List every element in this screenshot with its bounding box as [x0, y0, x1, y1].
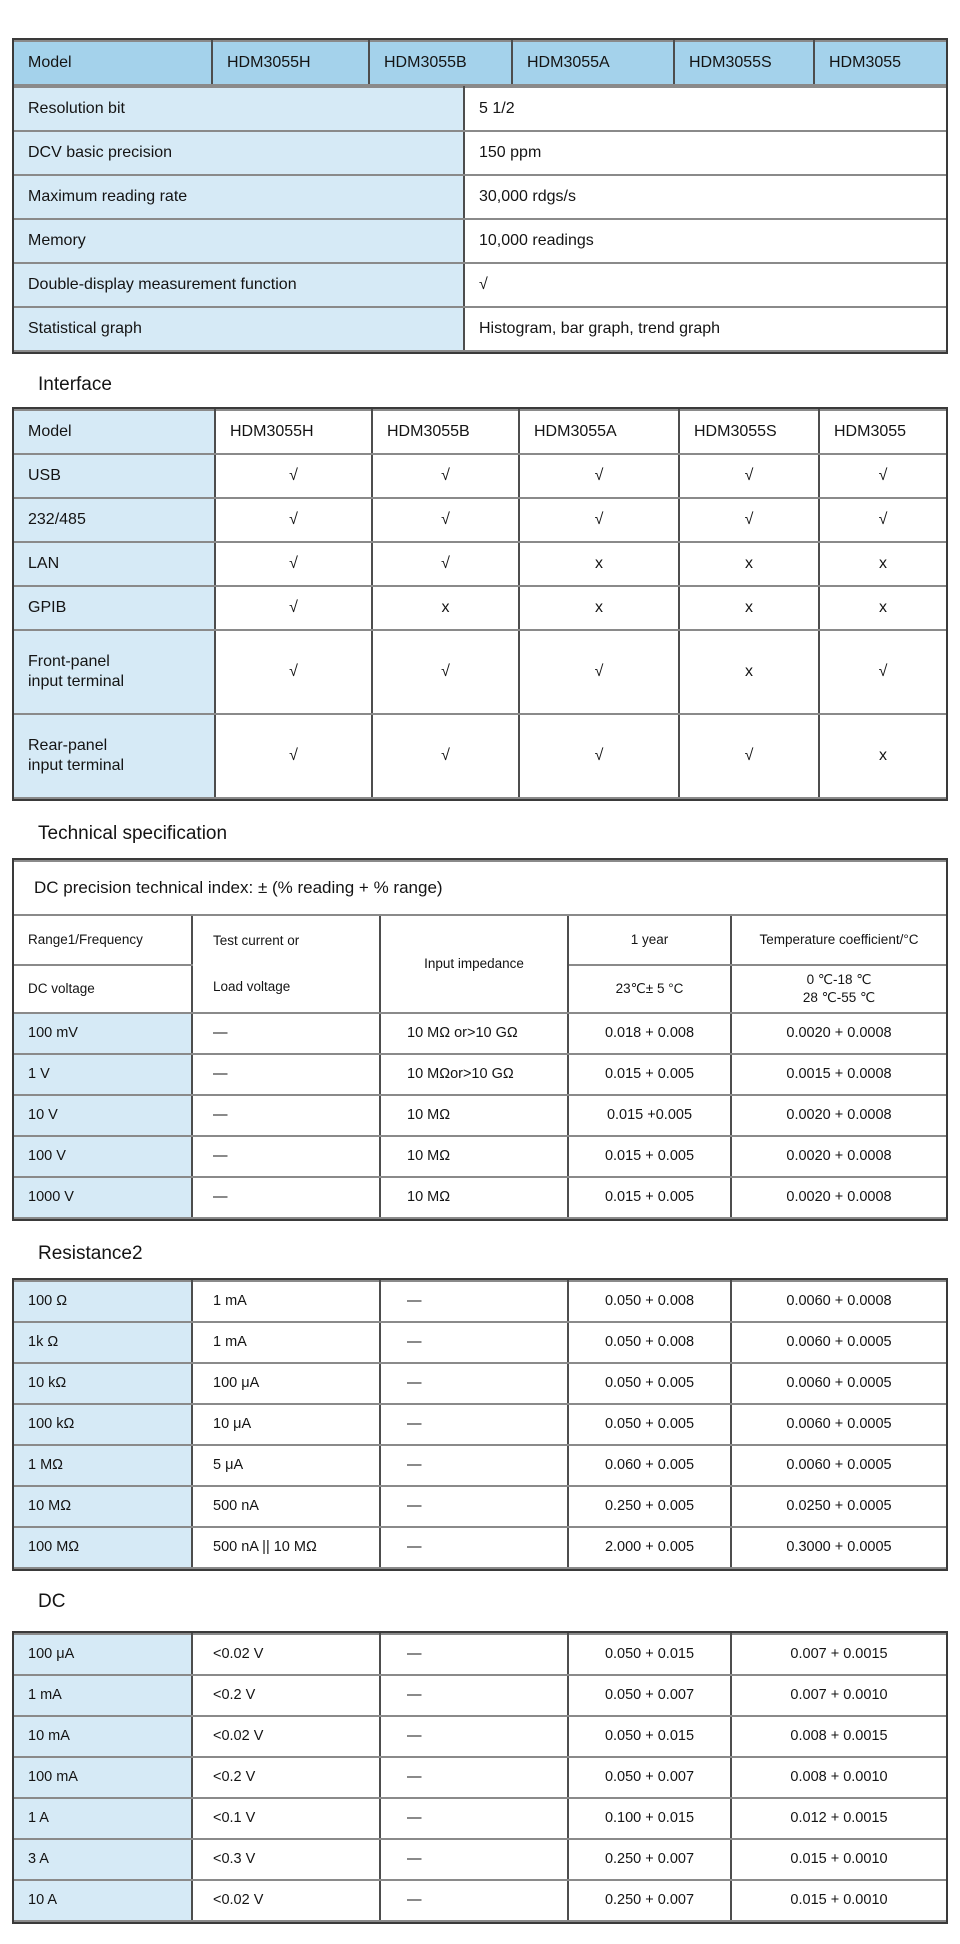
range-cell: 3 A [14, 1839, 192, 1880]
header-cell-model: Model [14, 410, 215, 454]
range-cell: 1000 V [14, 1177, 192, 1218]
test-current-cell: 5 μA [192, 1445, 380, 1486]
technical-specification-section-title: Technical specification [38, 823, 228, 844]
table-header-row [14, 915, 946, 965]
support-mark: √ [819, 454, 946, 498]
dc-precision-table [12, 858, 948, 1221]
test-current-cell: — [192, 1136, 380, 1177]
row-label: 232/485 [14, 498, 215, 542]
test-current-cell: 1 mA [192, 1322, 380, 1363]
interface-table-inner [14, 409, 946, 799]
support-mark: x [679, 586, 819, 630]
table-row [14, 1445, 946, 1486]
load-voltage-cell: <0.02 V [192, 1716, 380, 1757]
table-row [14, 307, 946, 351]
range-cell: 100 Ω [14, 1281, 192, 1322]
header-cell-hdm3055h: HDM3055H [212, 41, 369, 85]
test-current-cell: 100 μA [192, 1363, 380, 1404]
input-impedance-cell: 10 MΩor>10 GΩ [380, 1054, 568, 1095]
one-year-cell: 0.018 + 0.008 [568, 1013, 731, 1054]
table-row [14, 1054, 946, 1095]
load-voltage-cell: <0.1 V [192, 1798, 380, 1839]
support-mark: √ [372, 714, 519, 798]
support-mark: √ [519, 498, 679, 542]
row-label-line2: input terminal [28, 673, 125, 690]
input-impedance-cell: 10 MΩ [380, 1177, 568, 1218]
header-temp-ranges [731, 965, 946, 1013]
temp-coefficient-cell: 0.008 + 0.0015 [731, 1716, 946, 1757]
one-year-cell: 0.050 + 0.005 [568, 1404, 731, 1445]
table-row [14, 1136, 946, 1177]
one-year-cell: 0.050 + 0.005 [568, 1363, 731, 1404]
range-cell: 100 kΩ [14, 1404, 192, 1445]
range-cell: 1 mA [14, 1675, 192, 1716]
resistance-section-title: Resistance2 [38, 1243, 143, 1264]
one-year-cell: 0.050 + 0.008 [568, 1322, 731, 1363]
interface-table [12, 407, 948, 801]
support-mark: √ [679, 498, 819, 542]
input-impedance-cell: — [380, 1880, 568, 1921]
range-cell: 10 MΩ [14, 1486, 192, 1527]
range-cell: 1 A [14, 1798, 192, 1839]
support-mark: √ [372, 498, 519, 542]
table-row [14, 1404, 946, 1445]
support-mark: √ [215, 542, 372, 586]
header-temperature-coefficient: Temperature coefficient/°C [731, 915, 946, 965]
support-mark: x [819, 586, 946, 630]
table-row [14, 175, 946, 219]
input-impedance-cell: 10 MΩ [380, 1136, 568, 1177]
table-row [14, 1486, 946, 1527]
one-year-cell: 0.250 + 0.005 [568, 1486, 731, 1527]
table-row [14, 410, 946, 454]
range-cell: 10 mA [14, 1716, 192, 1757]
header-23c: 23℃± 5 °C [568, 965, 731, 1013]
header-cell-hdm3055b: HDM3055B [369, 41, 512, 85]
temp-coefficient-cell: 0.0020 + 0.0008 [731, 1013, 946, 1054]
table-row-rear-panel [14, 714, 946, 798]
temp-coefficient-cell: 0.0060 + 0.0005 [731, 1404, 946, 1445]
model-overview-table [12, 38, 948, 354]
header-cell-model: Model [14, 41, 212, 85]
input-impedance-cell: — [380, 1363, 568, 1404]
input-impedance-cell: — [380, 1757, 568, 1798]
temp-coefficient-cell: 0.0060 + 0.0005 [731, 1322, 946, 1363]
row-label-line2: input terminal [28, 757, 125, 774]
temp-coefficient-cell: 0.015 + 0.0010 [731, 1839, 946, 1880]
input-impedance-cell: — [380, 1839, 568, 1880]
input-impedance-cell: — [380, 1281, 568, 1322]
table-row [14, 1798, 946, 1839]
range-cell: 1 V [14, 1054, 192, 1095]
row-label: LAN [14, 542, 215, 586]
temp-coefficient-cell: 0.0020 + 0.0008 [731, 1177, 946, 1218]
interface-section-title: Interface [38, 374, 112, 395]
temp-coefficient-cell: 0.0020 + 0.0008 [731, 1136, 946, 1177]
support-mark: √ [215, 454, 372, 498]
row-label: Double-display measurement function [14, 263, 464, 307]
one-year-cell: 0.100 + 0.015 [568, 1798, 731, 1839]
row-label [14, 630, 215, 714]
dc-current-table [12, 1631, 948, 1924]
row-label: GPIB [14, 586, 215, 630]
header-test-current-load-voltage [192, 915, 380, 1013]
load-voltage-cell: <0.2 V [192, 1675, 380, 1716]
support-mark: x [372, 586, 519, 630]
row-value: √ [464, 263, 946, 307]
load-voltage-cell: <0.02 V [192, 1880, 380, 1921]
support-mark: x [519, 586, 679, 630]
range-cell: 100 V [14, 1136, 192, 1177]
range-cell: 1 MΩ [14, 1445, 192, 1486]
table-row [14, 1013, 946, 1054]
table-row-usb [14, 454, 946, 498]
range-cell: 1k Ω [14, 1322, 192, 1363]
header-cell-hdm3055a: HDM3055A [512, 41, 674, 85]
test-current-cell: — [192, 1013, 380, 1054]
one-year-cell: 0.250 + 0.007 [568, 1839, 731, 1880]
range-cell: 100 mA [14, 1757, 192, 1798]
support-mark: √ [679, 714, 819, 798]
table-row [14, 263, 946, 307]
range-cell: 10 A [14, 1880, 192, 1921]
table-row [14, 87, 946, 131]
table-row [14, 1281, 946, 1322]
support-mark: √ [819, 498, 946, 542]
header-line2: Load voltage [213, 978, 291, 994]
test-current-cell: — [192, 1095, 380, 1136]
support-mark: √ [372, 542, 519, 586]
one-year-cell: 0.015 + 0.005 [568, 1136, 731, 1177]
support-mark: √ [519, 714, 679, 798]
row-value: Histogram, bar graph, trend graph [464, 307, 946, 351]
header-cell-hdm3055h: HDM3055H [215, 410, 372, 454]
test-current-cell: — [192, 1177, 380, 1218]
table-row [14, 219, 946, 263]
one-year-cell: 0.050 + 0.015 [568, 1634, 731, 1675]
input-impedance-cell: — [380, 1675, 568, 1716]
dc-section-title: DC [38, 1591, 66, 1612]
row-label [14, 714, 215, 798]
table-row [14, 1839, 946, 1880]
range-cell: 100 MΩ [14, 1527, 192, 1568]
table-row [14, 41, 946, 85]
range-cell: 100 mV [14, 1013, 192, 1054]
temp-coefficient-cell: 0.0060 + 0.0008 [731, 1281, 946, 1322]
support-mark: √ [372, 454, 519, 498]
temp-coefficient-cell: 0.007 + 0.0010 [731, 1675, 946, 1716]
support-mark: √ [215, 630, 372, 714]
input-impedance-cell: — [380, 1404, 568, 1445]
table-row-lan [14, 542, 946, 586]
range-cell: 100 μA [14, 1634, 192, 1675]
table-row-front-panel [14, 630, 946, 714]
dc-precision-index-title: DC precision technical index: ± (% reading + % range) [14, 861, 946, 915]
header-range-frequency: Range1/Frequency [14, 915, 192, 965]
dc-current-table-inner [14, 1633, 946, 1922]
one-year-cell: 0.050 + 0.007 [568, 1757, 731, 1798]
table-row [14, 1675, 946, 1716]
header-cell-hdm3055: HDM3055 [814, 41, 946, 85]
header-cell-hdm3055s: HDM3055S [679, 410, 819, 454]
row-label-line1: Front-panel [28, 653, 110, 670]
table-title-row [14, 861, 946, 915]
test-current-cell: 10 μA [192, 1404, 380, 1445]
header-dc-voltage: DC voltage [14, 965, 192, 1013]
support-mark: x [679, 542, 819, 586]
row-label: USB [14, 454, 215, 498]
input-impedance-cell: — [380, 1634, 568, 1675]
range-cell: 10 kΩ [14, 1363, 192, 1404]
one-year-cell: 2.000 + 0.005 [568, 1527, 731, 1568]
table-row [14, 1095, 946, 1136]
resistance-table [12, 1278, 948, 1571]
input-impedance-cell: 10 MΩ [380, 1095, 568, 1136]
header-input-impedance: Input impedance [380, 915, 568, 1013]
one-year-cell: 0.250 + 0.007 [568, 1880, 731, 1921]
test-current-cell: 500 nA [192, 1486, 380, 1527]
support-mark: √ [679, 454, 819, 498]
table-row [14, 1880, 946, 1921]
test-current-cell: 500 nA || 10 MΩ [192, 1527, 380, 1568]
support-mark: √ [519, 454, 679, 498]
temp-coefficient-cell: 0.3000 + 0.0005 [731, 1527, 946, 1568]
input-impedance-cell: — [380, 1798, 568, 1839]
one-year-cell: 0.060 + 0.005 [568, 1445, 731, 1486]
one-year-cell: 0.015 + 0.005 [568, 1054, 731, 1095]
test-current-cell: — [192, 1054, 380, 1095]
input-impedance-cell: — [380, 1322, 568, 1363]
header-1-year: 1 year [568, 915, 731, 965]
temp-coefficient-cell: 0.0060 + 0.0005 [731, 1363, 946, 1404]
row-label: DCV basic precision [14, 131, 464, 175]
input-impedance-cell: — [380, 1527, 568, 1568]
model-overview-header-table [14, 40, 946, 86]
support-mark: x [679, 630, 819, 714]
support-mark: √ [519, 630, 679, 714]
row-label: Memory [14, 219, 464, 263]
table-row [14, 1322, 946, 1363]
row-label-line1: Rear-panel [28, 737, 108, 754]
resistance-table-inner [14, 1280, 946, 1569]
input-impedance-cell: — [380, 1486, 568, 1527]
support-mark: √ [215, 714, 372, 798]
dc-precision-table-inner [14, 860, 946, 1219]
temp-coefficient-cell: 0.0250 + 0.0005 [731, 1486, 946, 1527]
table-row-232-485 [14, 498, 946, 542]
support-mark: √ [819, 630, 946, 714]
load-voltage-cell: <0.2 V [192, 1757, 380, 1798]
table-row [14, 1177, 946, 1218]
header-line1: Test current or [213, 932, 300, 948]
temp-coefficient-cell: 0.0060 + 0.0005 [731, 1445, 946, 1486]
temp-coefficient-cell: 0.008 + 0.0010 [731, 1757, 946, 1798]
temp-coefficient-cell: 0.007 + 0.0015 [731, 1634, 946, 1675]
row-label: Statistical graph [14, 307, 464, 351]
table-row [14, 131, 946, 175]
table-row [14, 1634, 946, 1675]
load-voltage-cell: <0.02 V [192, 1634, 380, 1675]
header-cell-hdm3055s: HDM3055S [674, 41, 814, 85]
temp-coefficient-cell: 0.012 + 0.0015 [731, 1798, 946, 1839]
header-cell-hdm3055: HDM3055 [819, 410, 946, 454]
one-year-cell: 0.015 + 0.005 [568, 1177, 731, 1218]
one-year-cell: 0.050 + 0.007 [568, 1675, 731, 1716]
row-value: 150 ppm [464, 131, 946, 175]
table-row [14, 1757, 946, 1798]
row-value: 10,000 readings [464, 219, 946, 263]
header-cell-hdm3055b: HDM3055B [372, 410, 519, 454]
table-row [14, 1527, 946, 1568]
one-year-cell: 0.050 + 0.015 [568, 1716, 731, 1757]
input-impedance-cell: — [380, 1445, 568, 1486]
support-mark: √ [215, 586, 372, 630]
table-row [14, 1716, 946, 1757]
temp-coefficient-cell: 0.0020 + 0.0008 [731, 1095, 946, 1136]
support-mark: x [819, 714, 946, 798]
row-value: 5 1/2 [464, 87, 946, 131]
support-mark: √ [372, 630, 519, 714]
temp-coefficient-cell: 0.015 + 0.0010 [731, 1880, 946, 1921]
temp-range-line1: 0 ℃-18 ℃ [806, 972, 872, 988]
table-row [14, 1363, 946, 1404]
support-mark: √ [215, 498, 372, 542]
table-row-gpib [14, 586, 946, 630]
header-cell-hdm3055a: HDM3055A [519, 410, 679, 454]
model-overview-body-table [14, 86, 946, 352]
row-label: Resolution bit [14, 87, 464, 131]
input-impedance-cell: — [380, 1716, 568, 1757]
one-year-cell: 0.015 +0.005 [568, 1095, 731, 1136]
support-mark: x [519, 542, 679, 586]
support-mark: x [819, 542, 946, 586]
temp-coefficient-cell: 0.0015 + 0.0008 [731, 1054, 946, 1095]
row-label: Maximum reading rate [14, 175, 464, 219]
input-impedance-cell: 10 MΩ or>10 GΩ [380, 1013, 568, 1054]
range-cell: 10 V [14, 1095, 192, 1136]
temp-range-line2: 28 ℃-55 ℃ [802, 990, 876, 1005]
row-value: 30,000 rdgs/s [464, 175, 946, 219]
load-voltage-cell: <0.3 V [192, 1839, 380, 1880]
one-year-cell: 0.050 + 0.008 [568, 1281, 731, 1322]
test-current-cell: 1 mA [192, 1281, 380, 1322]
